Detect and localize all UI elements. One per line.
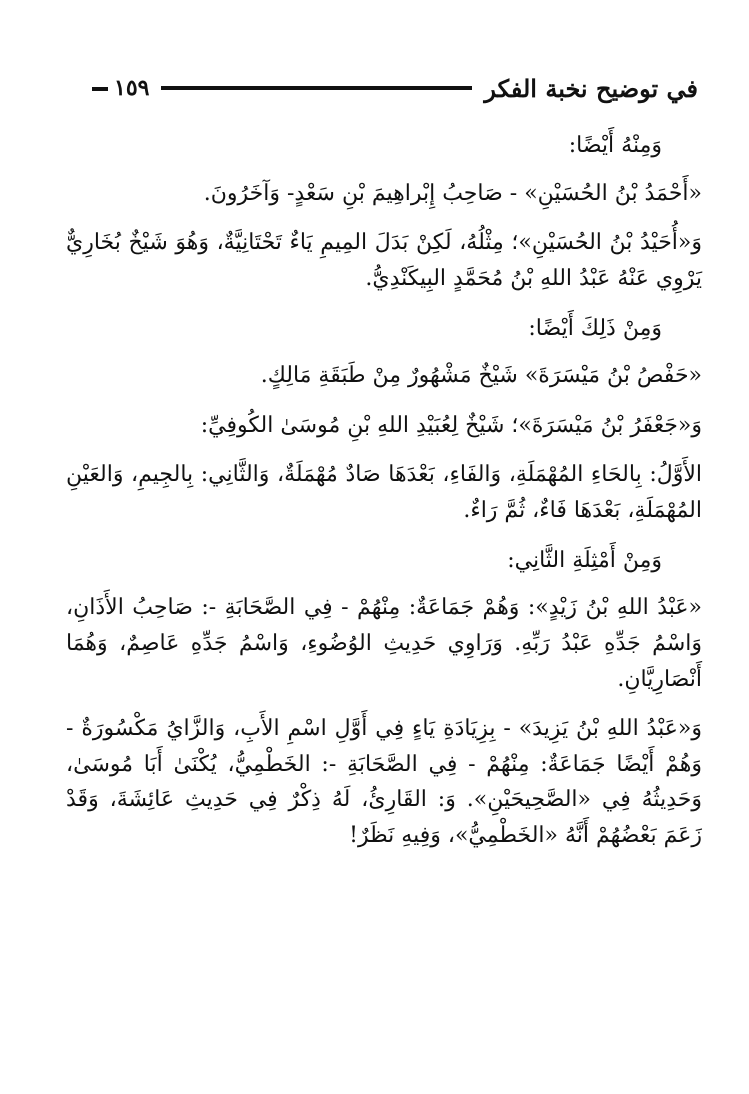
section-heading: وَمِنْ ذَلِكَ أَيْضًا: [528,315,662,341]
page-number-value: ١٥٩ [114,75,150,101]
paragraph: «أَحْمَدُ بْنُ الحُسَيْنِ» - صَاحِبُ إِبْراهِيمَ بْنِ سَعْدٍ- وَآخَرُونَ. [203,180,702,206]
paragraph: وَ«عَبْدُ اللهِ بْنُ يَزِيدَ» - بِزِيَادَةِ يَاءٍ فِي أَوَّلِ اسْمِ الأَبِ، وَالزَّايُ مَكْسُورَةٌ - وَهُمْ أَيْضًا جَمَاعَةٌ: مِنْهُمْ - فِي الصَّحَابَةِ -: الخَطْمِيُّ، يُكْنَىٰ أَبَا مُوسَىٰ، وَحَدِيثُهُ فِي «الصَّحِيحَيْنِ». وَ: القَارِئُ، لَهُ ذِكْرٌ فِي حَدِيثِ عَائِشَةَ، وَقَدْ زَعَمَ بَعْضُهُمْ أَنَّهُ «الخَطْمِيُّ»، وَفِيهِ نَظَرٌ! [66,716,702,848]
header-rule [161,86,472,90]
section-heading: وَمِنْ أَمْثِلَةِ الثَّانِي: [507,547,662,573]
page-number [92,75,161,101]
paragraph: «حَفْصُ بْنُ مَيْسَرَةَ» شَيْخٌ مَشْهُورٌ مِنْ طَبَقَةِ مَالِكٍ. [260,363,702,389]
page-header [92,66,698,110]
page-number-dash [92,87,108,91]
paragraph: وَ«جَعْفَرُ بْنُ مَيْسَرَةَ»؛ شَيْخٌ لِعُبَيْدِ اللهِ بْنِ مُوسَىٰ الكُوفِيِّ: [200,412,702,438]
paragraph: الأَوَّلُ: بِالحَاءِ المُهْمَلَةِ، وَالفَاءِ، بَعْدَهَا صَادٌ مُهْمَلَةٌ، وَالثَّانِي: بِالجِيمِ، وَالعَيْنِ المُهْمَلَةِ، بَعْدَهَا فَاءٌ، ثُمَّ رَاءٌ. [66,462,702,523]
section-heading: وَمِنْهُ أَيْضًا: [568,133,662,158]
paragraph: «عَبْدُ اللهِ بْنُ زَيْدٍ»: وَهُمْ جَمَاعَةٌ: مِنْهُمْ - فِي الصَّحَابَةِ -: صَاحِبُ الأَذَانِ، وَاسْمُ جَدِّهِ عَبْدُ رَبِّهِ. وَرَاوِي حَدِيثِ الوُضُوءِ، وَاسْمُ جَدِّهِ عَاصِمٌ، وَهُمَا أَنْصَارِيَّانِ. [66,595,702,692]
running-title: في توضيح نخبة الفكر [484,73,698,103]
paragraph: وَ«أُحَيْدُ بْنُ الحُسَيْنِ»؛ مِثْلُهُ، لَكِنْ بَدَلَ المِيمِ يَاءٌ تَحْتَانِيَّةٌ، وَهُوَ شَيْخٌ بُخَارِيٌّ يَرْوِي عَنْهُ عَبْدُ اللهِ بْنُ مُحَمَّدٍ البِيكَنْدِيُّ. [66,230,702,291]
page-body [66,118,702,868]
